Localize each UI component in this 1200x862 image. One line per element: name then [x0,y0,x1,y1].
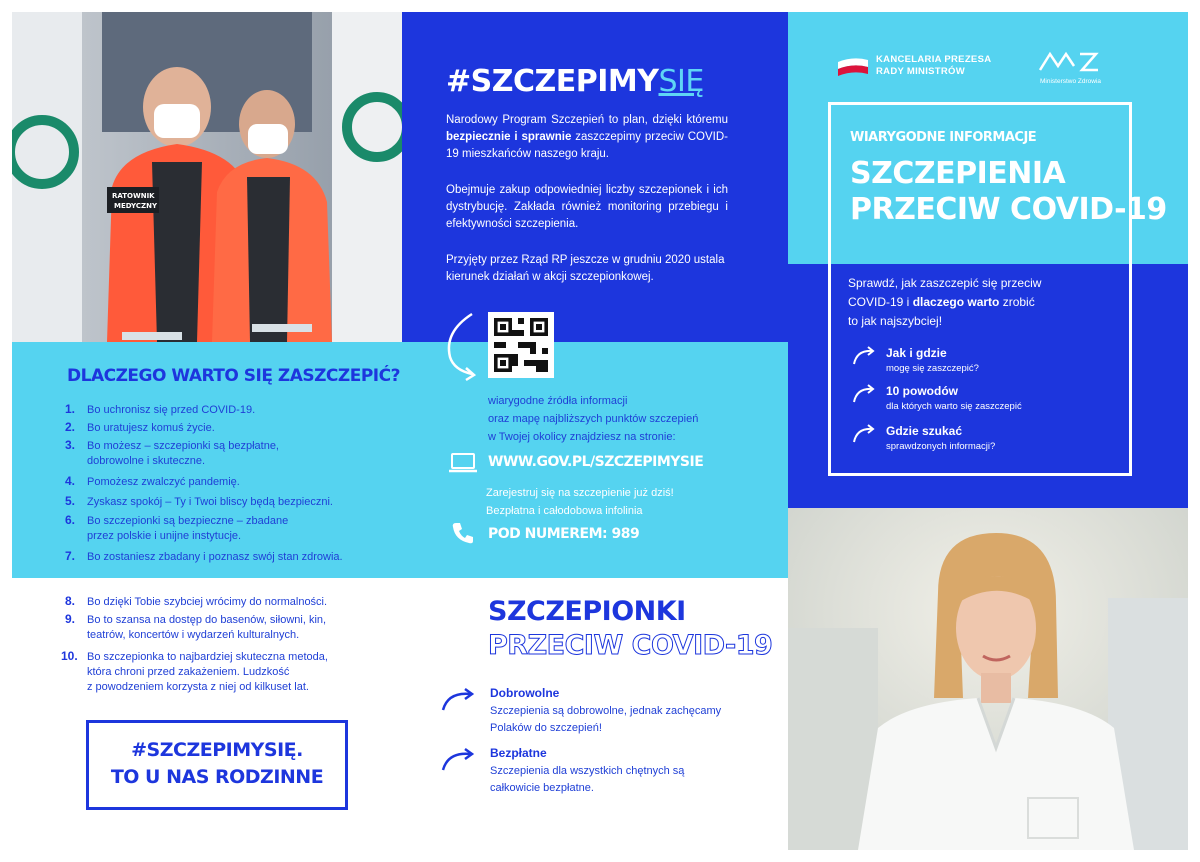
intro-paragraph-2: Obejmuje zakup odpowiedniej liczby szczepionek i ich dystrybucję. Zakłada również monitoring przebiegu i efektywności szczepienia. [446,184,728,230]
curved-arrow-icon [440,746,480,774]
feature-voluntary-text: Szczepienia są dobrowolne, jednak zachęcamy Polaków do szczepień! [490,705,722,734]
curved-arrow-icon [440,686,480,714]
list-item: 1. Bo uchronisz się przed COVID-19. [65,402,256,416]
list-item: 3. Bo możesz – szczepionki są bezpłatne, dobrowolne i skuteczne. [65,438,279,467]
feature-free-title: Bezpłatne [490,746,547,760]
cover-kicker: WIARYGODNE INFORMACJE [850,130,1037,145]
website-link[interactable]: WWW.GOV.PL/SZCZEPIMYSIE [488,454,704,470]
qr-code-icon [494,318,548,372]
cover-lead: Sprawdź, jak zaszczepić się przeciw COVID-19 i dlaczego warto zrobić to jak najszybciej! [848,276,1042,328]
vaccines-title: SZCZEPIONKI [488,596,686,627]
vaccines-subtitle: PRZECIW COVID-19 [488,630,773,661]
ministry-logo-icon [1036,48,1106,76]
kprm-logo-text: KANCELARIA PREZESA RADY MINISTRÓW [876,54,992,77]
list-item: 2. Bo uratujesz komuś życie. [65,420,215,434]
nurse-illustration [788,508,1188,850]
qr-code[interactable] [488,312,554,378]
medics-illustration [12,12,402,342]
register-text: Zarejestruj się na szczepienie już dziś! Bezpłatna i całodobowa infolinia [486,487,674,517]
ministry-logo-text: Ministerstwo Zdrowia [1040,78,1102,85]
laptop-icon [448,452,478,474]
medic-badge-line2: MEDYCZNY [114,202,158,210]
cover-link-ten-reasons[interactable]: 10 powodów dla których warto się zaszczepić [886,384,1022,412]
list-item: 6. Bo szczepionki są bezpieczne – zbadane przez polskie i unijne instytucje. [65,513,289,542]
list-item: 9. Bo to szansa na dostęp do basenów, siłowni, kin, teatrów, koncertów i wydarzeń kulturalnych. [65,612,327,641]
list-item: 5. Zyskasz spokój – Ty i Twoi bliscy będą bezpieczni. [65,494,333,508]
feature-free-text: Szczepienia dla wszystkich chętnych są całkowicie bezpłatne. [490,765,685,794]
list-item: 8. Bo dzięki Tobie szybciej wrócimy do normalności. [65,594,328,608]
slogan-line2: TO U NAS RODZINNE [110,766,324,788]
cover-link-where-search[interactable]: Gdzie szukać sprawdzonych informacji? [886,424,996,452]
cover-link-how-where[interactable]: Jak i gdzie mogę się zaszczepić? [886,346,979,374]
slogan-box [86,720,348,810]
nurse-photo [788,508,1188,850]
vaccines-panel [402,578,788,850]
info-panel [402,342,788,578]
phone-icon [450,520,476,546]
qr-description: wiarygodne źródła informacji oraz mapę najbliższych punktów szczepień w Twojej okolicy znajdziesz na stronie: [488,395,699,443]
list-item: 10. Bo szczepionka to najbardziej skuteczna metoda, która chroni przed zakażeniem. Ludzkość z powodzeniem korzysta z niej od kilkuset lat. [61,649,328,693]
list-item: 4. Pomożesz zwalczyć pandemię. [65,474,240,488]
intro-paragraph-1: Narodowy Program Szczepień to plan, dzięki któremu bezpiecznie i sprawnie zaszczepimy przeciw COVID-19 mieszkańców naszego kraju. [446,114,729,160]
slogan-line1: #SZCZEPIMYSIĘ. [131,739,303,761]
why-title: DLACZEGO WARTO SIĘ ZASZCZEPIĆ? [67,366,400,386]
medic-badge-line1: RATOWNIK [112,192,155,200]
hashtag-title: #SZCZEPIMYSIĘ [446,64,704,99]
polish-flag-icon [838,56,868,76]
cover-title: SZCZEPIENIA PRZECIW COVID-19 [850,156,1167,227]
intro-paragraph-3: Przyjęty przez Rząd RP jeszcze w grudniu 2020 ustala kierunek działań w akcji szczepionkowej. [446,254,725,283]
medics-photo [12,12,402,342]
feature-voluntary-title: Dobrowolne [490,686,560,700]
intro-panel [402,12,788,342]
phone-number[interactable]: POD NUMEREM: 989 [488,526,640,542]
list-item: 7. Bo zostaniesz zbadany i poznasz swój stan zdrowia. [65,549,343,563]
